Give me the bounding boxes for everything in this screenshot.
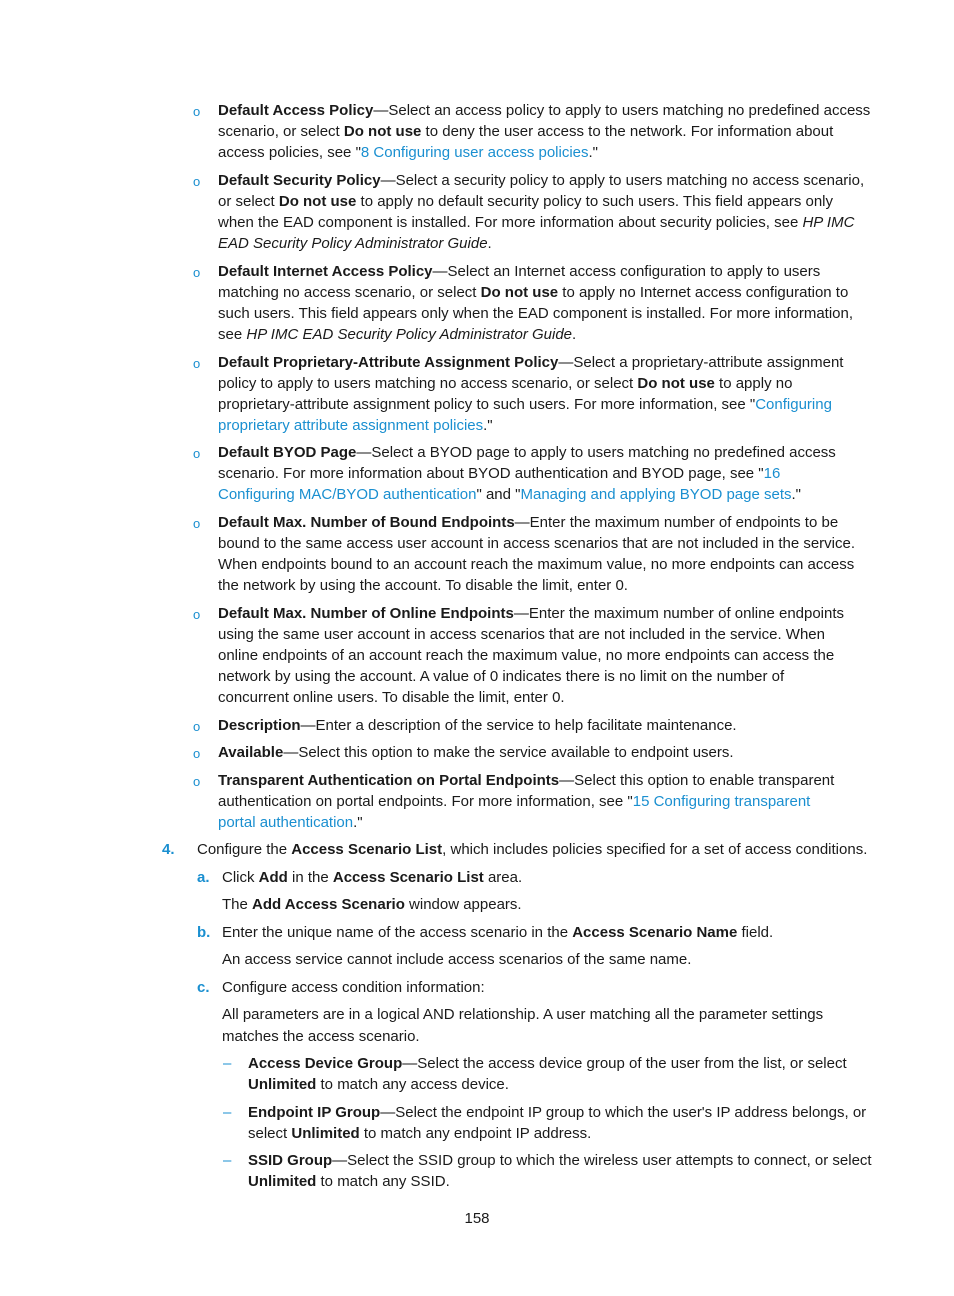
bullet-line: the network by using the account. To disable the limit, enter 0.: [218, 577, 628, 594]
dash-line: select Unlimited to match any endpoint IP address.: [248, 1125, 592, 1142]
bullet-line: access policies, see "8 Configuring user access policies.": [218, 144, 599, 161]
substep-text: Click Add in the Access Scenario List area.: [222, 869, 523, 886]
bullet-line: or select Do not use to apply no default security policy to such users. This field appears only: [218, 193, 834, 210]
bold-text: Do not use: [637, 375, 715, 392]
bold-text: Transparent Authentication on Portal Endpoints: [218, 772, 560, 789]
bullet-line: authentication on portal endpoints. For more information, see "15 Configuring transparent: [218, 793, 811, 810]
bold-text: Unlimited: [291, 1125, 360, 1142]
cross-reference-link[interactable]: Managing and applying BYOD page sets: [520, 486, 792, 503]
bullet-line: scenario. For more information about BYOD authentication and BYOD page, see "16: [218, 465, 781, 482]
bold-text: Do not use: [343, 123, 422, 140]
bullet-marker: o: [193, 356, 201, 371]
bold-text: Description: [218, 717, 301, 734]
page-number: 158: [464, 1210, 490, 1227]
cross-reference-link[interactable]: Configuring MAC/BYOD authentication: [218, 486, 477, 503]
bullet-line: Description—Enter a description of the service to help facilitate maintenance.: [218, 717, 737, 734]
dash-line: Endpoint IP Group—Select the endpoint IP group to which the user's IP address belongs, or: [248, 1104, 867, 1121]
bold-text: Available: [218, 744, 284, 761]
bullet-line: Default BYOD Page—Select a BYOD page to apply to users matching no predefined access: [218, 444, 836, 461]
bullet-line: Default Proprietary-Attribute Assignment Policy—Select a proprietary-attribute assignment: [218, 354, 844, 371]
cross-reference-link[interactable]: 15 Configuring transparent: [632, 793, 811, 810]
bullet-line: Default Max. Number of Online Endpoints—Enter the maximum number of online endpoints: [218, 605, 845, 622]
substep-label: c.: [197, 979, 210, 996]
bullet-line: using the same user account in access scenarios that are not included in the service. When: [218, 626, 825, 643]
bullet-marker: o: [193, 104, 201, 119]
bullet-line: Configuring MAC/BYOD authentication" and "Managing and applying BYOD page sets.": [218, 486, 801, 503]
bold-text: Unlimited: [248, 1076, 317, 1093]
dash-marker: –: [223, 1055, 232, 1072]
bullet-line: network by using the account. A value of 0 indicates there is no limit on the number of: [218, 668, 785, 685]
italic-text: EAD Security Policy Administrator Guide: [218, 235, 488, 252]
substep-label: a.: [197, 869, 210, 886]
dash-marker: –: [223, 1104, 232, 1121]
cross-reference-link[interactable]: portal authentication: [218, 814, 354, 831]
bullet-marker: o: [193, 265, 201, 280]
bullet-line: Transparent Authentication on Portal Endpoints—Select this option to enable transparent: [218, 772, 835, 789]
bold-text: Default Access Policy: [218, 102, 374, 119]
bold-text: Default Internet Access Policy: [218, 263, 433, 280]
bold-text: Default BYOD Page: [218, 444, 357, 461]
step-number: 4.: [162, 841, 175, 858]
bullet-line: online endpoints of an account reach the maximum value, no more endpoints can access the: [218, 647, 835, 664]
bullet-line: proprietary attribute assignment policies.": [218, 417, 493, 434]
bullet-line: bound to the same access user account in access scenarios that are not included in the service.: [218, 535, 856, 552]
bullet-line: concurrent online users. To disable the limit, enter 0.: [218, 689, 565, 706]
bold-text: Add Access Scenario: [252, 896, 405, 913]
bullet-line: EAD Security Policy Administrator Guide.: [218, 235, 492, 252]
bold-text: SSID Group: [248, 1152, 333, 1169]
substep-note: The Add Access Scenario window appears.: [222, 896, 522, 913]
cross-reference-link[interactable]: 8 Configuring user access policies: [360, 144, 589, 161]
italic-text: HP IMC: [802, 214, 855, 231]
bold-text: Access Scenario List: [291, 841, 443, 858]
substep-text: Configure access condition information:: [222, 979, 485, 996]
bullet-line: scenario, or select Do not use to deny the user access to the network. For information about: [218, 123, 834, 140]
bullet-line: Default Security Policy—Select a security policy to apply to users matching no access scenario,: [218, 172, 865, 189]
bullet-line: when the EAD component is installed. For more information about security policies, see HP IMC: [218, 214, 855, 231]
dash-line: Unlimited to match any SSID.: [248, 1173, 450, 1190]
bold-text: Default Security Policy: [218, 172, 381, 189]
dash-line: Access Device Group—Select the access device group of the user from the list, or select: [248, 1055, 847, 1072]
cross-reference-link[interactable]: 16: [763, 465, 781, 482]
bullet-marker: o: [193, 719, 201, 734]
substep-note: matches the access scenario.: [222, 1028, 420, 1045]
bullet-line: portal authentication.": [218, 814, 363, 831]
bold-text: Access Scenario List: [332, 869, 484, 886]
substep-label: b.: [197, 924, 211, 941]
bullet-marker: o: [193, 174, 201, 189]
bullet-line: Default Internet Access Policy—Select an Internet access configuration to apply to users: [218, 263, 821, 280]
bullet-marker: o: [193, 446, 201, 461]
dash-line: SSID Group—Select the SSID group to which the wireless user attempts to connect, or select: [248, 1152, 872, 1169]
bold-text: Default Max. Number of Bound Endpoints: [218, 514, 515, 531]
bold-text: Access Scenario Name: [572, 924, 738, 941]
bullet-marker: o: [193, 607, 201, 622]
cross-reference-link[interactable]: proprietary attribute assignment policies: [218, 417, 484, 434]
bullet-line: Available—Select this option to make the service available to endpoint users.: [218, 744, 734, 761]
italic-text: HP IMC EAD Security Policy Administrator Guide: [246, 326, 573, 343]
bullet-marker: o: [193, 516, 201, 531]
bullet-line: proprietary-attribute assignment policy to such users. For more information, see "Configuring: [218, 396, 832, 413]
bullet-line: Default Access Policy—Select an access policy to apply to users matching no predefined access: [218, 102, 871, 119]
bullet-line: policy to apply to users matching no access scenario, or select Do not use to apply no: [218, 375, 793, 392]
bullet-line: matching no access scenario, or select Do not use to apply no Internet access configuration to: [218, 284, 849, 301]
bold-text: Unlimited: [248, 1173, 317, 1190]
bullet-line: When endpoints bound to an account reach the maximum value, no more endpoints can access: [218, 556, 855, 573]
bullet-line: Default Max. Number of Bound Endpoints—Enter the maximum number of endpoints to be: [218, 514, 839, 531]
step-text: Configure the Access Scenario List, which includes policies specified for a set of access conditions.: [197, 841, 868, 858]
substep-note: An access service cannot include access scenarios of the same name.: [222, 951, 692, 968]
bold-text: Do not use: [480, 284, 559, 301]
substep-note: All parameters are in a logical AND relationship. A user matching all the parameter settings: [222, 1006, 824, 1023]
bold-text: Add: [258, 869, 288, 886]
dash-marker: –: [223, 1152, 232, 1169]
cross-reference-link[interactable]: Configuring: [755, 396, 832, 413]
bold-text: Endpoint IP Group: [248, 1104, 381, 1121]
bullet-marker: o: [193, 746, 201, 761]
dash-line: Unlimited to match any access device.: [248, 1076, 509, 1093]
bullet-line: see HP IMC EAD Security Policy Administrator Guide.: [218, 326, 577, 343]
bold-text: Do not use: [278, 193, 357, 210]
bullet-marker: o: [193, 774, 201, 789]
substep-text: Enter the unique name of the access scenario in the Access Scenario Name field.: [222, 924, 774, 941]
bullet-line: such users. This field appears only when the EAD component is installed. For more information,: [218, 305, 854, 322]
bold-text: Default Max. Number of Online Endpoints: [218, 605, 514, 622]
bold-text: Default Proprietary-Attribute Assignment Policy: [218, 354, 559, 371]
bold-text: Access Device Group: [248, 1055, 403, 1072]
